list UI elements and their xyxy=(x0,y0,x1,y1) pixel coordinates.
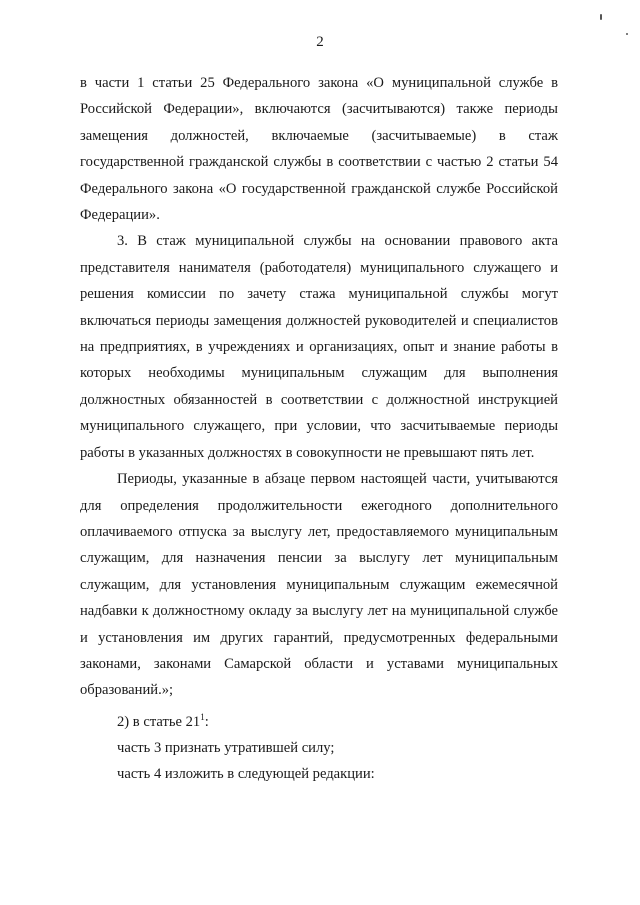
scan-mark xyxy=(600,14,602,20)
sub-item-part-4: часть 4 изложить в следующей редакции: xyxy=(117,766,375,783)
scan-mark xyxy=(626,33,628,35)
paragraph-continuation: в части 1 статьи 25 Федерального закона «О муниципальной службе в Российской Федерации», включаются (засчитываются) также периоды замещения должностей, включаемые (засчитываемые) в стаж государственной гражданской службы в соответствии с частью 2 статьи 54 Федерального закона «О государственной гражданской службе Российской Федерации». xyxy=(80,75,558,224)
paragraph-part-3: 3. В стаж муниципальной службы на основании правового акта представителя нанимателя (работодателя) муниципального служащего и решения комиссии по зачету стажа муниципальной службы могут включаться периоды замещения должностей руководителей и специалистов на предприятиях, в учреждениях и организациях, опыт и знание работы в которых необходимы муниципальным служащим для выполнения должностных обязанностей в соответствии с должностной инструкцией муниципального служащего, при условии, что засчитываемые периоды работы в указанных должностях в совокупности не превышают пять лет. xyxy=(80,233,558,461)
item-2-text: 2) в статье 21 xyxy=(117,713,201,730)
page-number: 2 xyxy=(316,34,324,50)
sub-item-part-3: часть 3 признать утратившей силу; xyxy=(117,740,335,757)
document-body xyxy=(80,70,558,788)
item-2-suffix: : xyxy=(204,713,209,730)
paragraph-periods: Периоды, указанные в абзаце первом настоящей части, учитываются для определения продолжительности ежегодного дополнительного оплачиваемого отпуска за выслугу лет, предоставляемого муниципальным служащим, для назначения пенсии за выслугу лет муниципальным служащим, для установления муниципальным служащим ежемесячной надбавки к должностному окладу за выслугу лет на муниципальной службе и установления им других гарантий, предусмотренных федеральными законами, законами Самарской области и уставами муниципальных образований.»; xyxy=(80,471,558,699)
item-2-line xyxy=(80,704,558,735)
item-2-superscript: 1 xyxy=(200,711,205,722)
